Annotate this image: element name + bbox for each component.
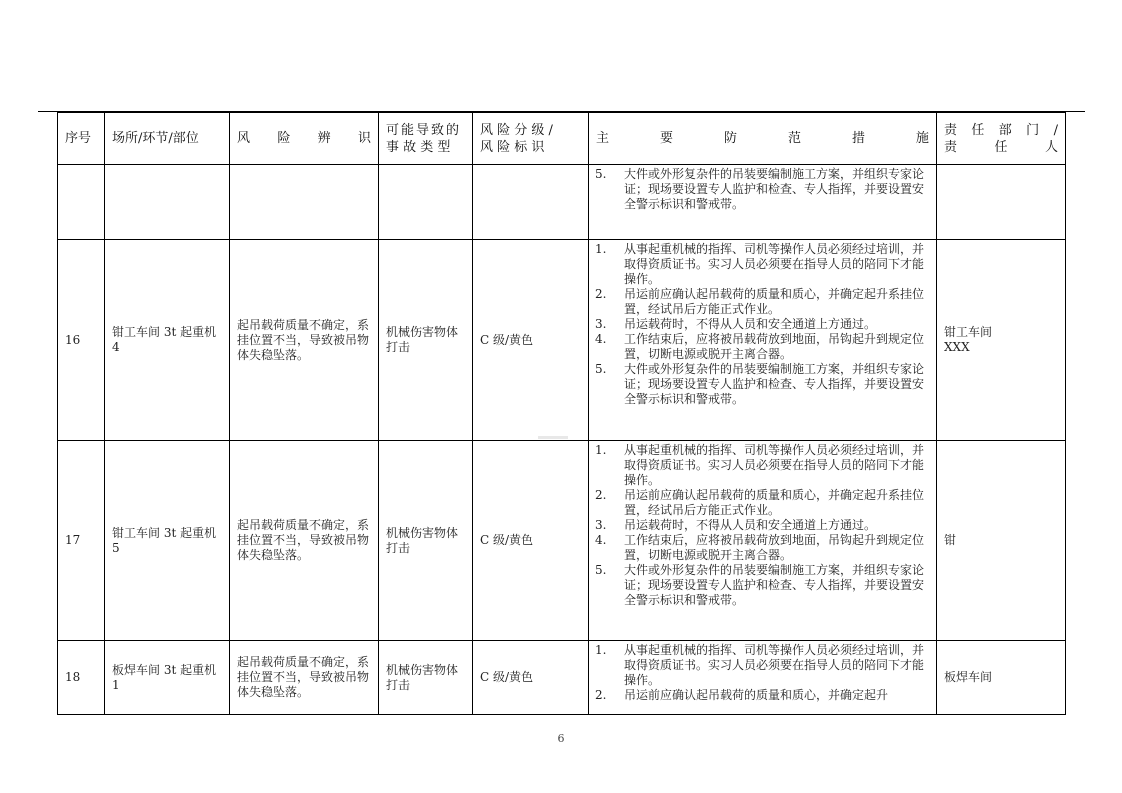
measure-item: 1. 从事起重机械的指挥、司机等操作人员必须经过培训，并取得资质证书。实习人员必须要在指导人员的陪同下才能操作。 bbox=[595, 242, 925, 286]
cell-risk bbox=[230, 165, 379, 240]
scan-artifact bbox=[538, 436, 568, 439]
measure-item: 5. 大件或外形复杂件的吊装要编制施工方案，并组织专家论证；现场要设置专人监护和检查、专人指挥，并要设置安全警示标识和警戒带。 bbox=[595, 563, 925, 607]
header-risk: 风 险 辨 识 bbox=[230, 113, 379, 165]
measure-item: 5. 大件或外形复杂件的吊装要编制施工方案，并组织专家论证；现场要设置专人监护和检查、专人指挥，并要设置安全警示标识和警戒带。 bbox=[595, 362, 925, 406]
owner-department: 钳工车间 bbox=[944, 325, 993, 339]
page-number: 6 bbox=[557, 732, 565, 745]
cell-accident: 机械伤害物体打击 bbox=[379, 641, 473, 715]
measure-item: 2. 吊运前应确认起吊载荷的质量和质心，并确定起升系挂位置，经试吊后方能正式作业。 bbox=[595, 488, 925, 517]
cell-location: 钳工车间 3t 起重机 5 bbox=[105, 441, 230, 641]
table-header-row bbox=[58, 113, 1066, 165]
table-row bbox=[58, 641, 1066, 715]
cell-measures bbox=[589, 165, 937, 240]
cell-index: 17 bbox=[58, 441, 105, 641]
cell-level bbox=[473, 165, 589, 240]
cell-accident: 机械伤害物体打击 bbox=[379, 240, 473, 441]
header-index: 序号 bbox=[58, 113, 105, 165]
header-location: 场所/环节/部位 bbox=[105, 113, 230, 165]
risk-table bbox=[57, 112, 1066, 715]
measure-item: 3. 吊运载荷时，不得从人员和安全通道上方通过。 bbox=[595, 317, 877, 331]
header-owner: 责 任 部 门 / 责 任 人 bbox=[937, 113, 1066, 165]
cell-risk: 起吊载荷质量不确定，系挂位置不当，导致被吊物体失稳坠落。 bbox=[230, 441, 379, 641]
cell-owner bbox=[937, 240, 1066, 441]
cell-accident: 机械伤害物体打击 bbox=[379, 441, 473, 641]
cell-index bbox=[58, 165, 105, 240]
cell-risk: 起吊载荷质量不确定，系挂位置不当，导致被吊物体失稳坠落。 bbox=[230, 240, 379, 441]
header-risk-level: 风 险 分 级 / 风 险 标 识 bbox=[473, 113, 589, 165]
measure-item: 4. 工作结束后，应将被吊载荷放到地面，吊钩起升到规定位置，切断电源或脱开主离合器。 bbox=[595, 332, 925, 361]
cell-level: C 级/黄色 bbox=[473, 641, 589, 715]
measure-item: 1. 从事起重机械的指挥、司机等操作人员必须经过培训，并取得资质证书。实习人员必须要在指导人员的陪同下才能操作。 bbox=[595, 443, 925, 487]
table-row bbox=[58, 165, 1066, 240]
cell-index: 16 bbox=[58, 240, 105, 441]
header-measures: 主 要 防 范 措 施 bbox=[589, 113, 937, 165]
header-accident-type: 可能导致的 事 故 类 型 bbox=[379, 113, 473, 165]
measure-item: 5. 大件或外形复杂件的吊装要编制施工方案，并组织专家论证；现场要设置专人监护和检查、专人指挥，并要设置安全警示标识和警戒带。 bbox=[595, 167, 925, 211]
cell-accident bbox=[379, 165, 473, 240]
cell-measures bbox=[589, 441, 937, 641]
owner-person: XXX bbox=[944, 340, 970, 354]
table-row bbox=[58, 240, 1066, 441]
cell-index: 18 bbox=[58, 641, 105, 715]
owner-department: 板焊车间 bbox=[944, 670, 993, 684]
measure-item: 4. 工作结束后，应将被吊载荷放到地面，吊钩起升到规定位置，切断电源或脱开主离合器。 bbox=[595, 533, 925, 562]
cell-level: C 级/黄色 bbox=[473, 441, 589, 641]
measure-item: 2. 吊运前应确认起吊载荷的质量和质心，并确定起升系挂位置，经试吊后方能正式作业。 bbox=[595, 287, 925, 316]
cell-measures bbox=[589, 641, 937, 715]
measure-item: 2. 吊运前应确认起吊载荷的质量和质心，并确定起升 bbox=[595, 688, 889, 702]
cell-owner bbox=[937, 441, 1066, 641]
cell-measures bbox=[589, 240, 937, 441]
cell-location: 钳工车间 3t 起重机 4 bbox=[105, 240, 230, 441]
cell-level: C 级/黄色 bbox=[473, 240, 589, 441]
cell-risk: 起吊载荷质量不确定，系挂位置不当，导致被吊物体失稳坠落。 bbox=[230, 641, 379, 715]
cell-owner bbox=[937, 641, 1066, 715]
owner-department: 钳 bbox=[944, 533, 957, 547]
table-row bbox=[58, 441, 1066, 641]
measure-item: 1. 从事起重机械的指挥、司机等操作人员必须经过培训，并取得资质证书。实习人员必须要在指导人员的陪同下才能操作。 bbox=[595, 643, 925, 687]
cell-owner bbox=[937, 165, 1066, 240]
cell-location bbox=[105, 165, 230, 240]
cell-location: 板焊车间 3t 起重机 1 bbox=[105, 641, 230, 715]
measure-item: 3. 吊运载荷时，不得从人员和安全通道上方通过。 bbox=[595, 518, 877, 532]
